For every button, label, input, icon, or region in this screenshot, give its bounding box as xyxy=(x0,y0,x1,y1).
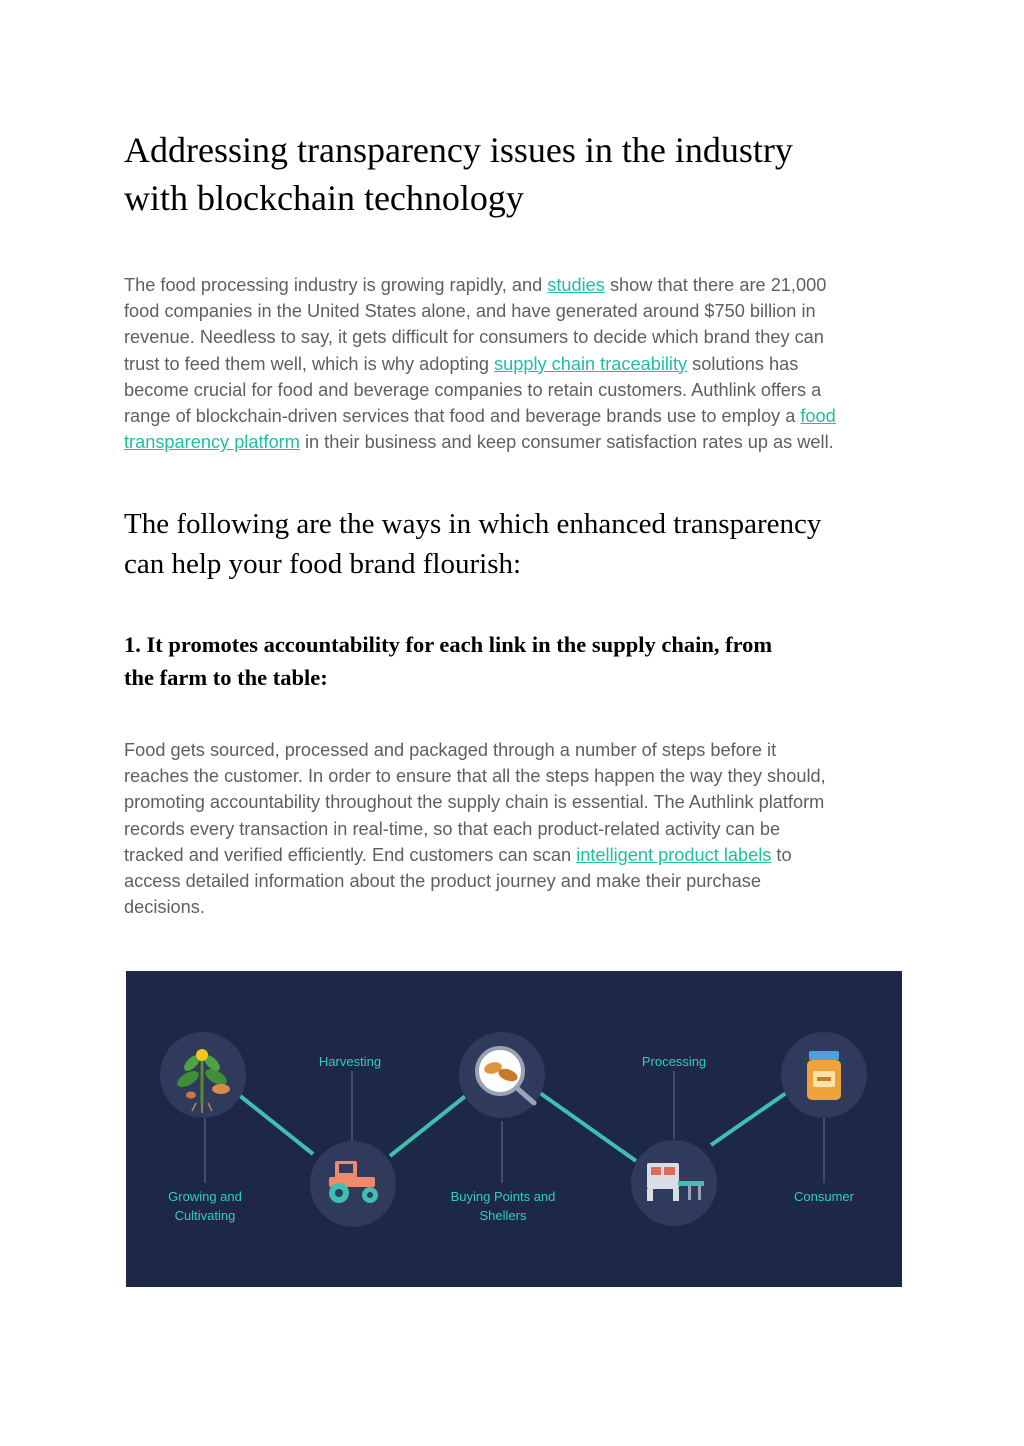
text-line: records every transaction in real-time, so that each product-related activity can be xyxy=(124,818,781,839)
title-line: with blockchain technology xyxy=(124,178,524,218)
title-line: Addressing transparency issues in the industry xyxy=(124,130,793,170)
connector-line xyxy=(239,1095,313,1154)
text-line: decisions. xyxy=(124,897,205,918)
supply-chain-traceability-link[interactable]: supply chain traceability xyxy=(494,353,688,374)
plant-icon xyxy=(160,1032,246,1118)
food-transparency-platform-link[interactable]: transparency platform xyxy=(124,432,300,453)
text-line xyxy=(124,429,914,455)
peanut-butter-jar-icon xyxy=(781,1032,867,1118)
processing-machine-icon xyxy=(631,1140,717,1226)
supply-chain-diagram xyxy=(126,971,902,1287)
text-line xyxy=(124,403,914,429)
diagram-svg xyxy=(126,971,902,1287)
label-consumer: Consumer xyxy=(794,1189,854,1204)
point-paragraph xyxy=(124,737,914,920)
label-buying-line2: Shellers xyxy=(479,1208,527,1223)
text-line: revenue. Needless to say, it gets difficult for consumers to decide which brand they can xyxy=(124,327,824,348)
text-run: solutions has xyxy=(687,353,799,374)
studies-link[interactable]: studies xyxy=(547,275,605,295)
text-line: Food gets sourced, processed and packaged through a number of steps before it xyxy=(124,740,777,760)
text-line xyxy=(124,842,914,868)
text-run: in their business and keep consumer satisfaction rates up as well. xyxy=(299,432,834,453)
connector-line xyxy=(540,1093,636,1161)
heading-line: the farm to the table: xyxy=(124,665,328,690)
text-line: promoting accountability throughout the supply chain is essential. The Authlink platform xyxy=(124,792,825,813)
text-line: food companies in the United States alone, and have generated around $750 billion in xyxy=(124,301,816,322)
text-run: show that there are 21,000 xyxy=(604,275,827,295)
text-run: range of blockchain-driven services that food and beverage brands use to employ a xyxy=(124,406,801,427)
label-harvesting: Harvesting xyxy=(318,1054,382,1069)
text-line: reaches the customer. In order to ensure that all the steps happen the way they should, xyxy=(124,766,826,787)
magnifier-peanut-icon xyxy=(459,1032,545,1118)
heading-line: can help your food brand flourish: xyxy=(124,547,522,580)
point-heading xyxy=(124,628,914,694)
page-title xyxy=(124,126,914,222)
text-run: tracked and verified efficiently. End customers can scan xyxy=(124,844,577,865)
heading-line: The following are the ways in which enhanced transparency xyxy=(124,508,822,540)
connector-line xyxy=(711,1091,789,1145)
intelligent-product-labels-link[interactable]: intelligent product labels xyxy=(576,844,772,865)
text-line: access detailed information about the product journey and make their purchase xyxy=(124,871,761,892)
heading-line: 1. It promotes accountability for each link in the supply chain, from xyxy=(124,632,773,657)
intro-paragraph xyxy=(124,272,914,455)
label-buying-line1: Buying Points and xyxy=(450,1189,556,1204)
text-run: The food processing industry is growing rapidly, and xyxy=(124,275,548,295)
connector-line xyxy=(390,1094,468,1156)
text-line xyxy=(124,272,914,298)
tractor-icon xyxy=(310,1141,396,1227)
label-growing-line2: Cultivating xyxy=(174,1208,236,1223)
section-heading xyxy=(124,505,914,584)
text-run: trust to feed them well, which is why adopting xyxy=(124,353,494,374)
text-line xyxy=(124,351,914,377)
food-transparency-platform-link[interactable]: food xyxy=(800,406,836,427)
text-line: become crucial for food and beverage companies to retain customers. Authlink offers a xyxy=(124,379,822,400)
label-processing: Processing xyxy=(641,1054,707,1069)
text-run: to xyxy=(771,844,792,865)
label-growing-line1: Growing and xyxy=(168,1189,242,1204)
